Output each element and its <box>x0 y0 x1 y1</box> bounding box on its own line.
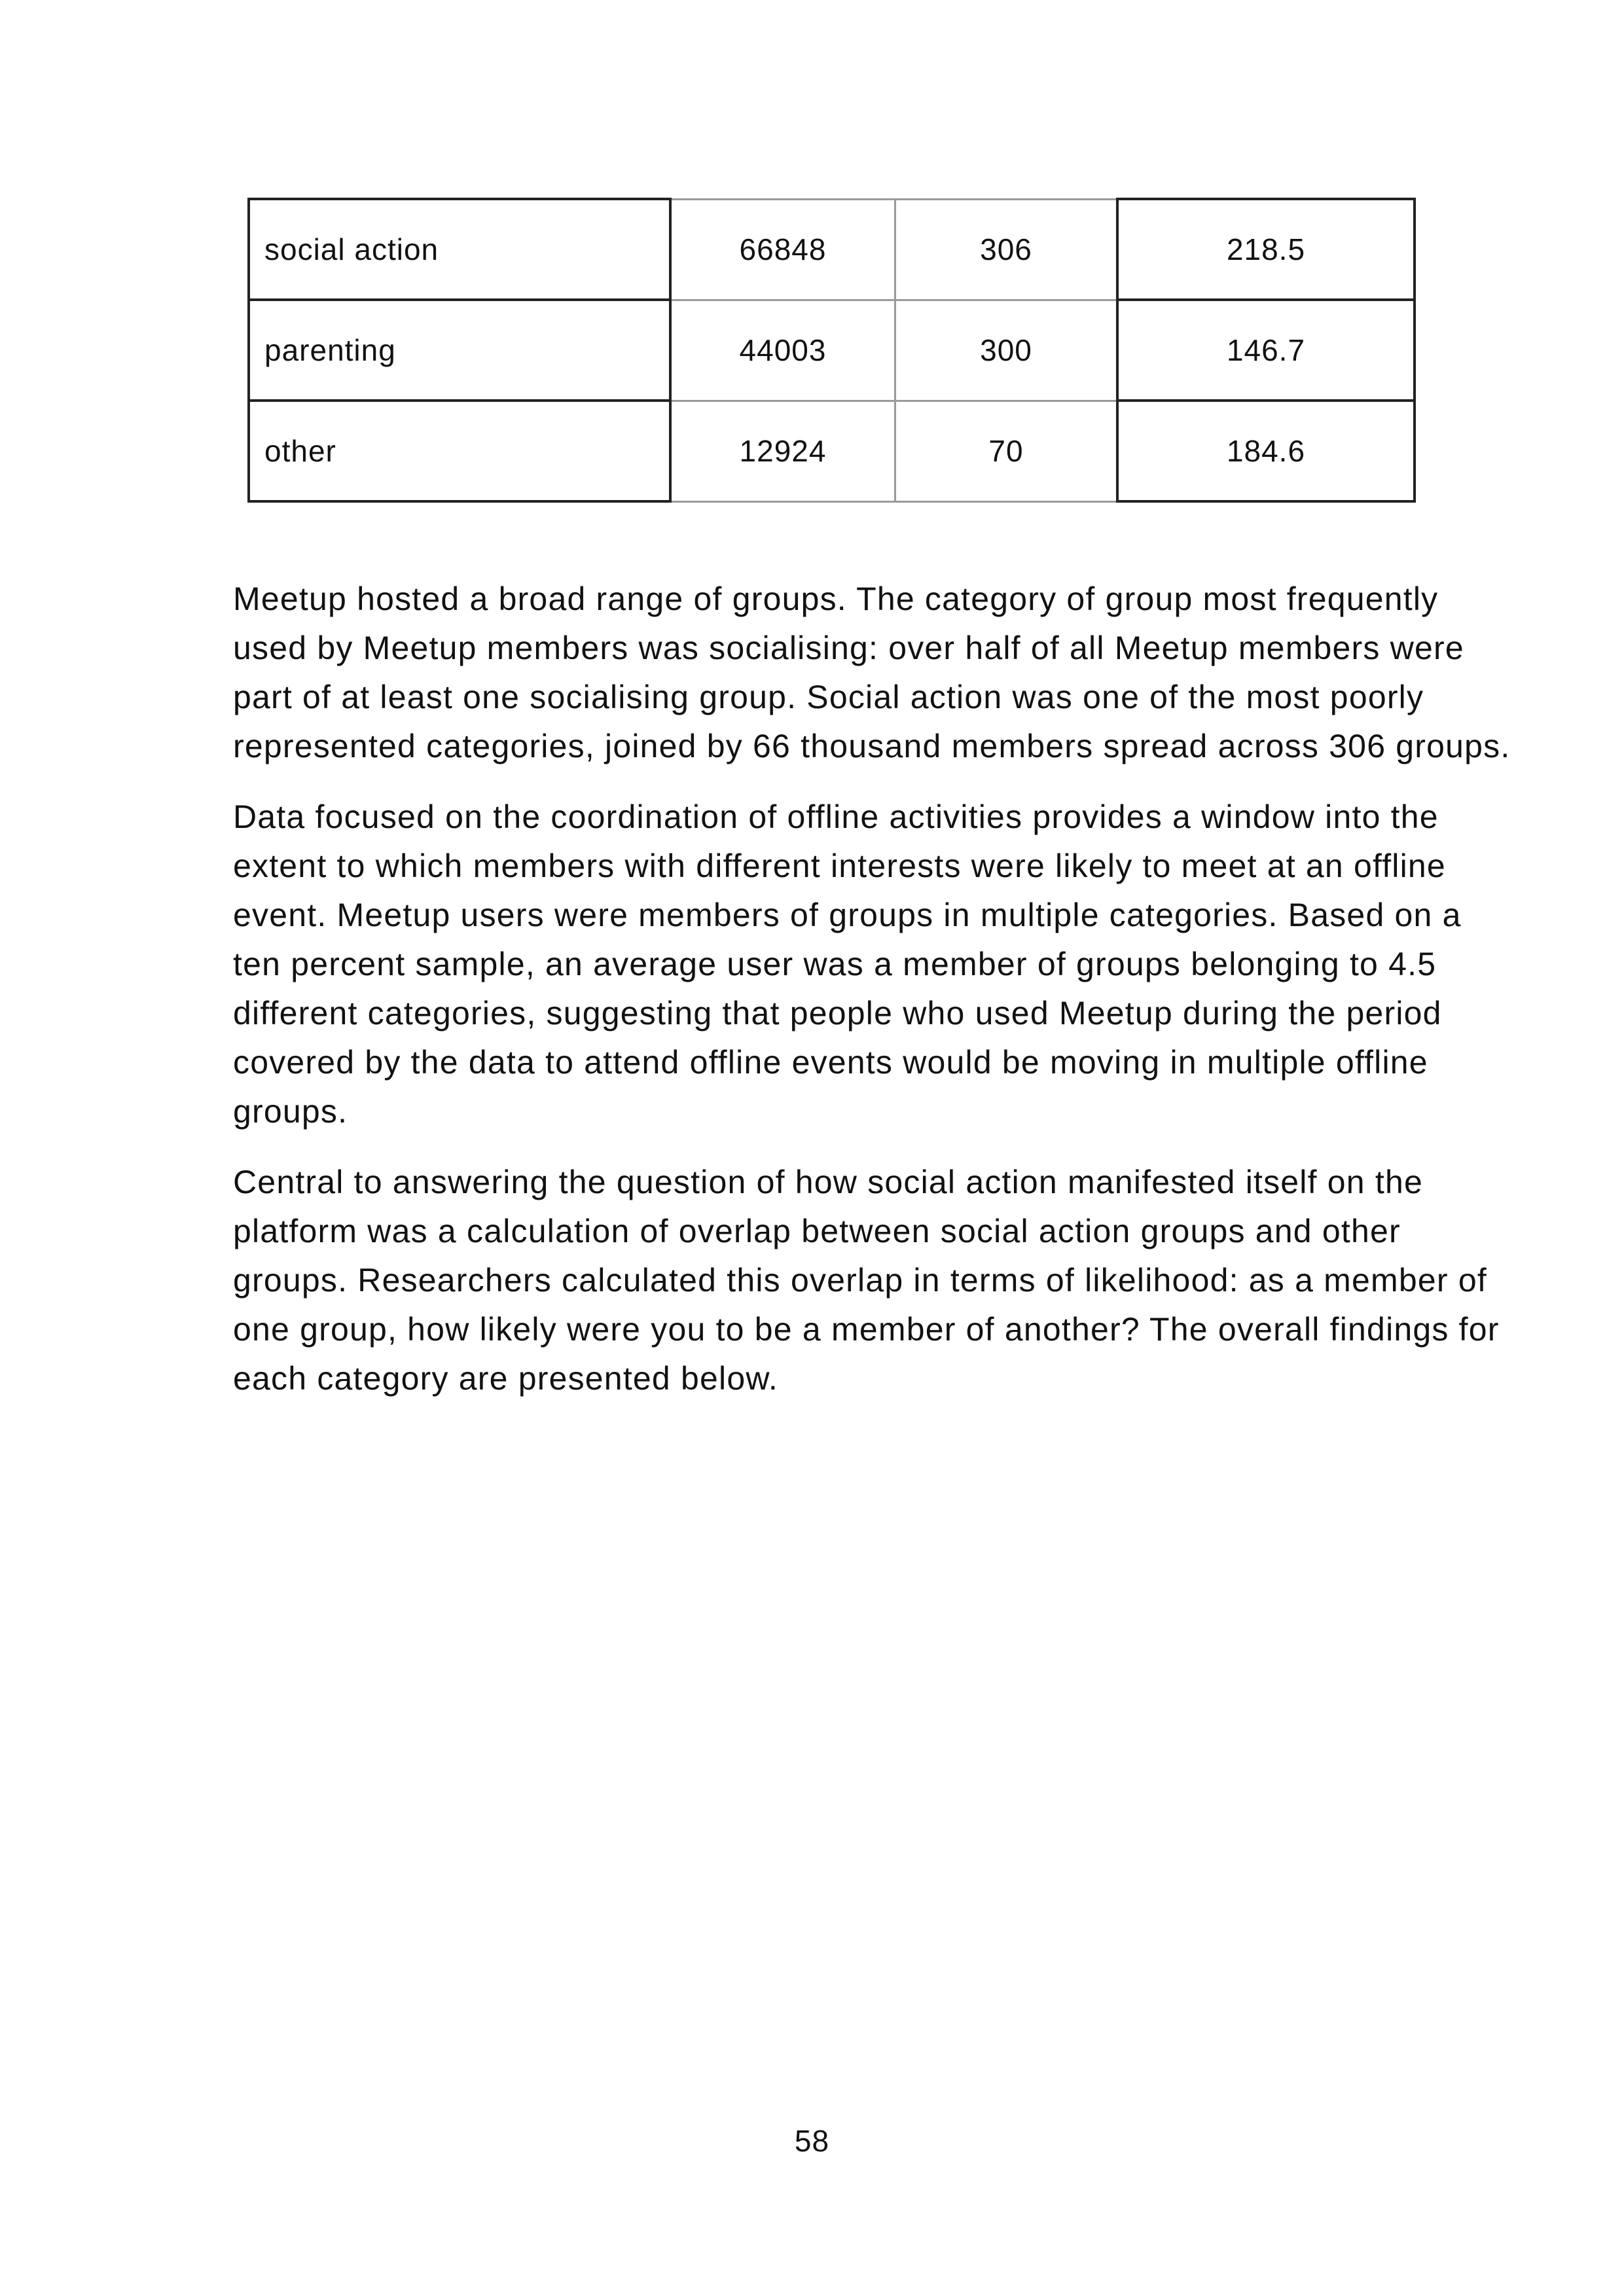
groups-cell: 70 <box>895 401 1118 501</box>
groups-cell: 300 <box>895 300 1118 401</box>
paragraph: Meetup hosted a broad range of groups. The category of group most frequently used by Meetup members was socialising: over half of all Meetup members were part of at least one socialising group. Social action was one of the most poorly represented categories, joined by 66 thousand members spread across 306 groups. <box>233 581 1511 764</box>
average-cell: 184.6 <box>1117 401 1415 501</box>
average-cell: 218.5 <box>1117 199 1415 300</box>
table-row <box>249 401 1415 501</box>
members-cell: 12924 <box>670 401 895 501</box>
members-cell: 66848 <box>670 199 895 300</box>
page-number: 58 <box>794 2124 830 2158</box>
paragraph: Central to answering the question of how social action manifested itself on the platform was a calculation of overlap between social action groups and other groups. Researchers calculated this overlap in terms of likelihood: as a member of one group, how likely were you to be a member of another? The overall findings for each category are presented below. <box>233 1164 1500 1397</box>
category-cell: other <box>249 401 670 501</box>
category-cell: parenting <box>249 300 670 401</box>
category-table <box>247 198 1416 503</box>
category-cell: social action <box>249 199 670 300</box>
body-text <box>233 575 1516 1425</box>
table-row <box>249 300 1415 401</box>
average-cell: 146.7 <box>1117 300 1415 401</box>
members-cell: 44003 <box>670 300 895 401</box>
groups-cell: 306 <box>895 199 1118 300</box>
table-row <box>249 199 1415 300</box>
paragraph: Data focused on the coordination of offline activities provides a window into the extent to which members with different interests were likely to meet at an offline event. Meetup users were members of groups in multiple categories. Based on a ten percent sample, an average user was a member of groups belonging to 4.5 different categories, suggesting that people who used Meetup during the period covered by the data to attend offline events would be moving in multiple offline groups. <box>233 798 1462 1130</box>
